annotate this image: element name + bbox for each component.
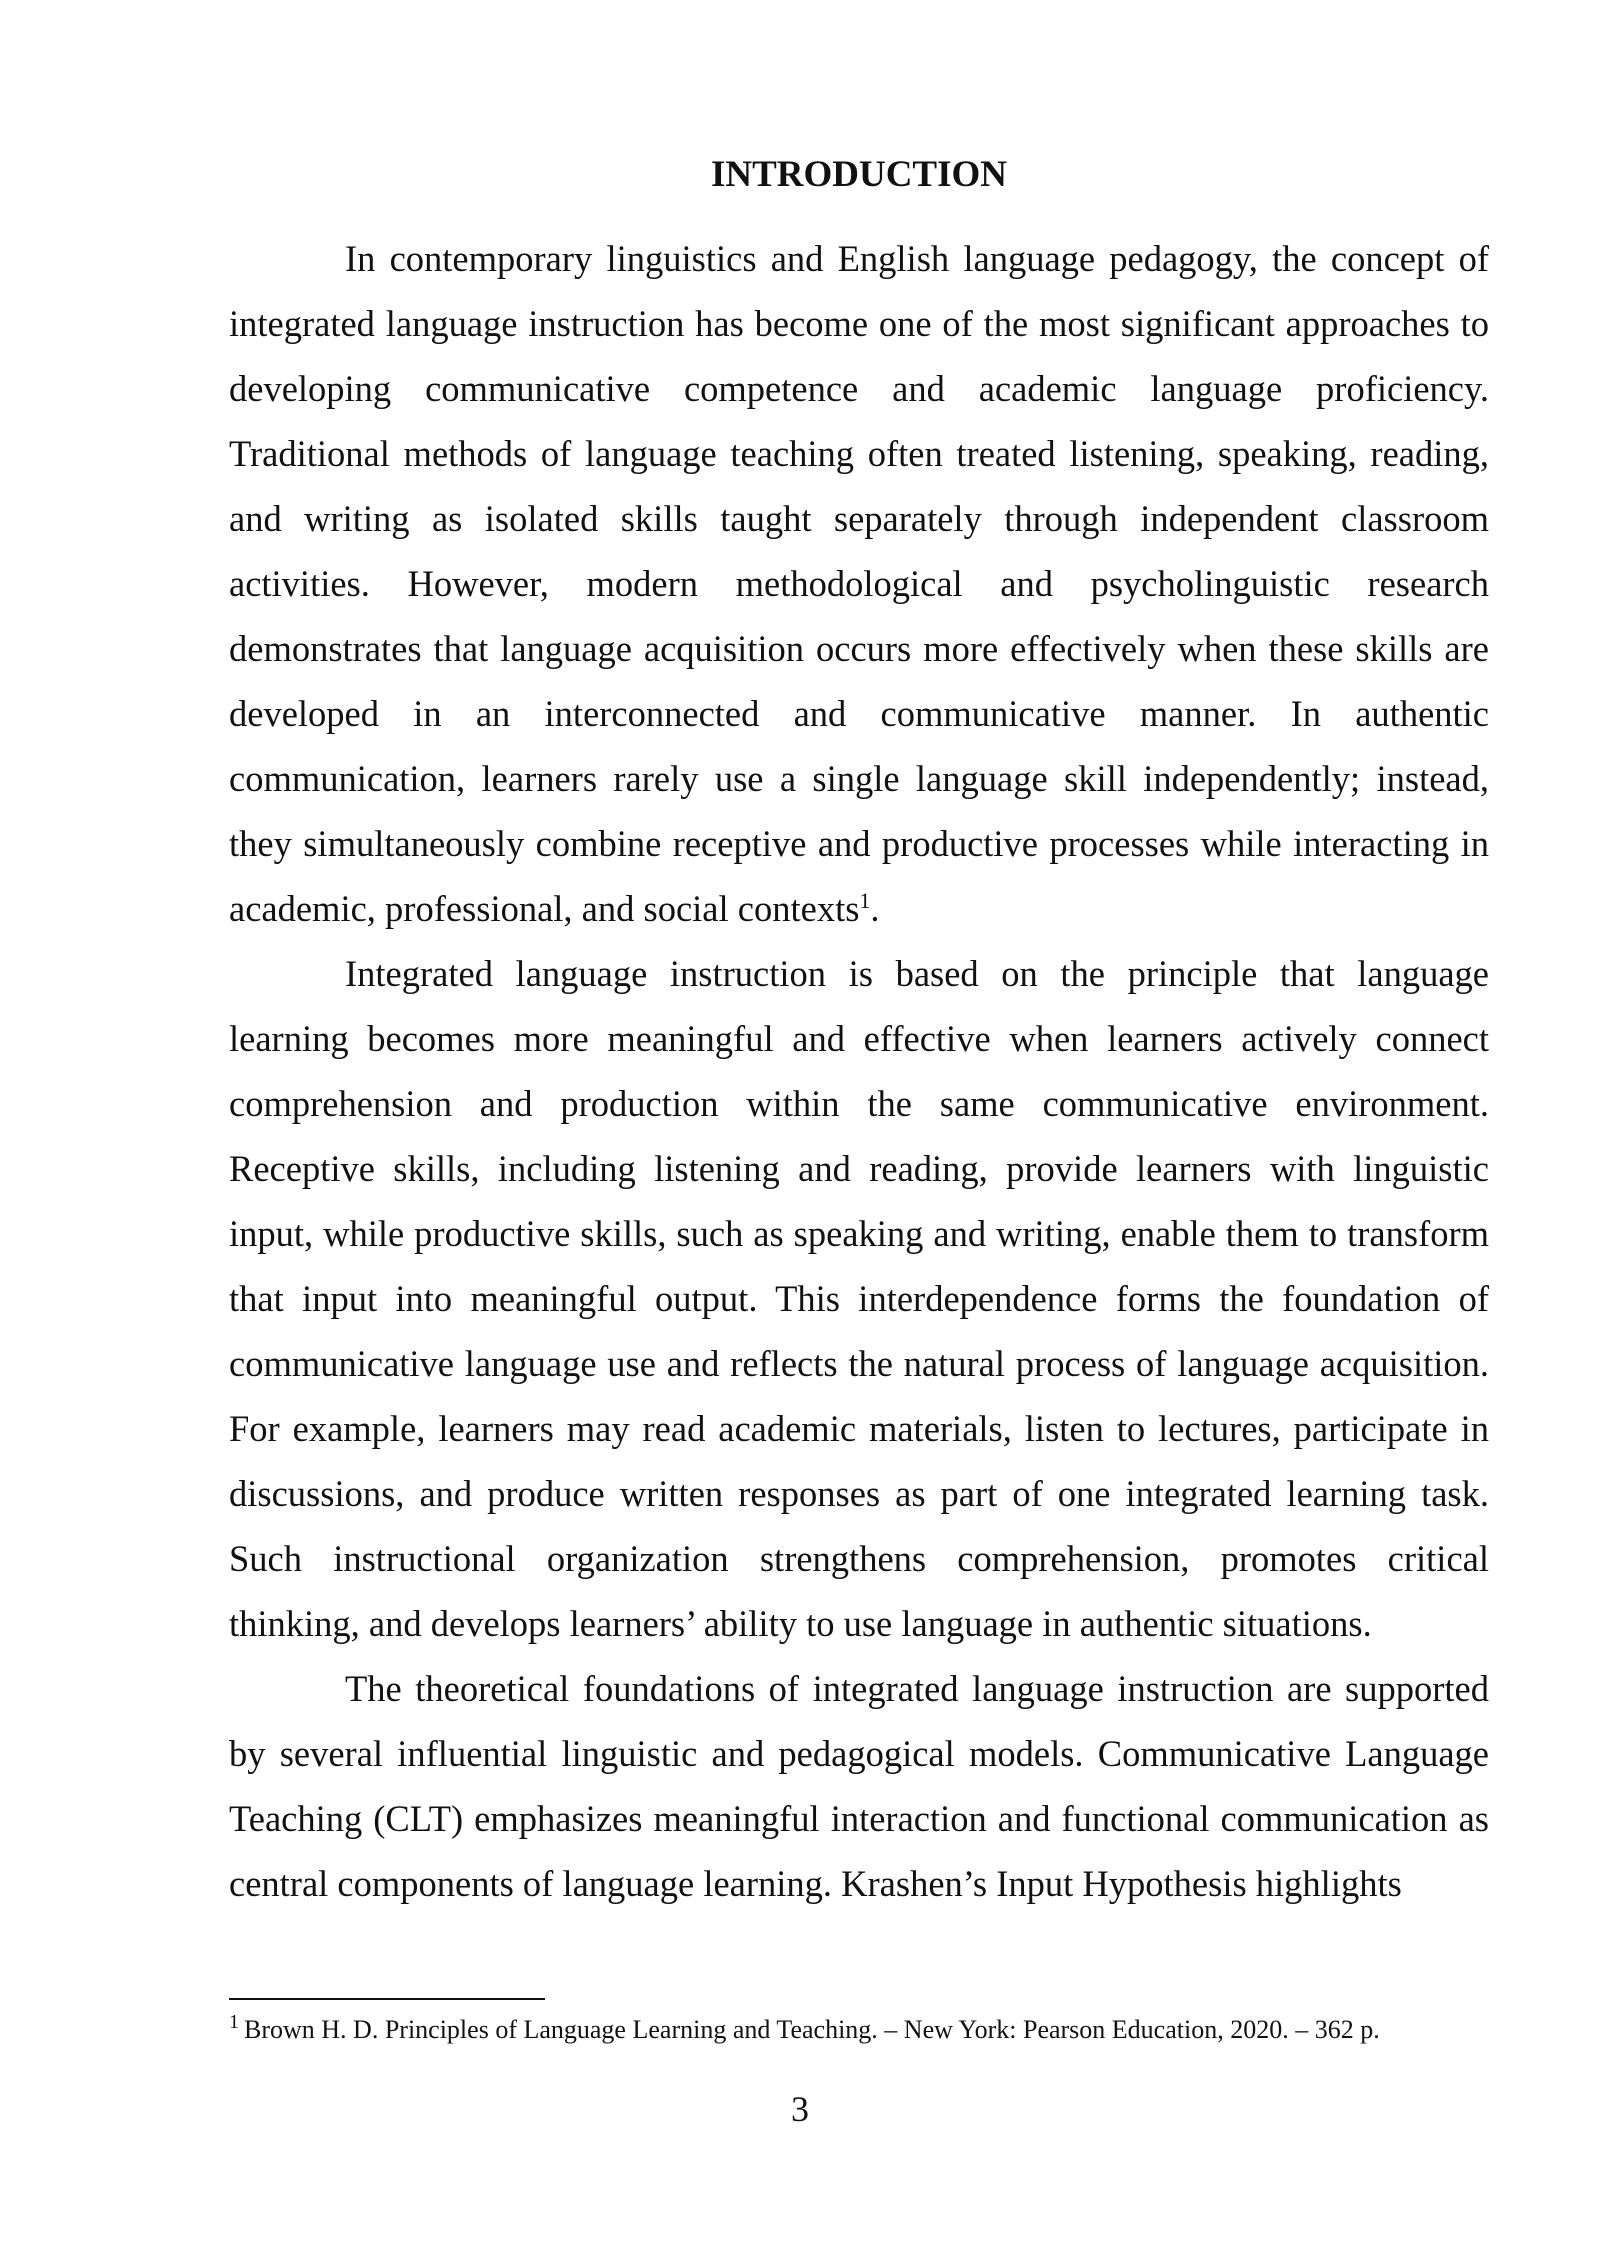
paragraph-3: The theoretical foundations of integrated language instruction are supported by several influential linguistic and pedagogical models. Communicative Language Teaching (CLT) emphasizes meaningful interaction and functional communication as central components of language learning. Krashen’s Input Hypothesis highlights — [229, 1668, 1489, 1904]
footnote-separator — [229, 1998, 545, 2000]
page-title: INTRODUCTION — [710, 154, 1008, 195]
footnote-reference: 1 — [859, 887, 871, 913]
body-text — [229, 226, 1489, 1916]
paragraph-1 — [229, 226, 1489, 941]
paragraph-2: Integrated language instruction is based on the principle that language learning becomes more meaningful and effective when learners actively connect comprehension and production within the same communicative environment. Receptive skills, including listening and reading, provide learners with linguistic input, while productive skills, such as speaking and writing, enable them to transform that input into meaningful output. This interdependence forms the foundation of communicative language use and reflects the natural process of language acquisition. For example, learners may read academic materials, listen to lectures, participate in discussions, and produce written responses as part of one integrated learning task. Such instructional organization strengthens comprehension, promotes critical thinking, and develops learners’ ability to use language in authentic situations. — [229, 953, 1489, 1644]
footnote — [229, 2010, 1529, 2050]
paragraph-1-end: . — [870, 888, 880, 929]
page-number: 3 — [791, 2089, 809, 2129]
footnote-text: Brown H. D. Principles of Language Learning and Teaching. – New York: Pearson Education, 2020. – 362 p. — [244, 2015, 1380, 2044]
footnote-marker: 1 — [229, 2011, 239, 2034]
paragraph-1-text: In contemporary linguistics and English language pedagogy, the concept of integrated language instruction has become one of the most significant approaches to developing communicative competence and academic language proficiency. Traditional methods of language teaching often treated listening, speaking, reading, and writing as isolated skills taught separately through independent classroom activities. However, modern methodological and psycholinguistic research demonstrates that language acquisition occurs more effectively when these skills are developed in an interconnected and communicative manner. In authentic communication, learners rarely use a single language skill independently; instead, they simultaneously combine receptive and productive processes while interacting in academic, professional, and social contexts — [229, 238, 1489, 929]
